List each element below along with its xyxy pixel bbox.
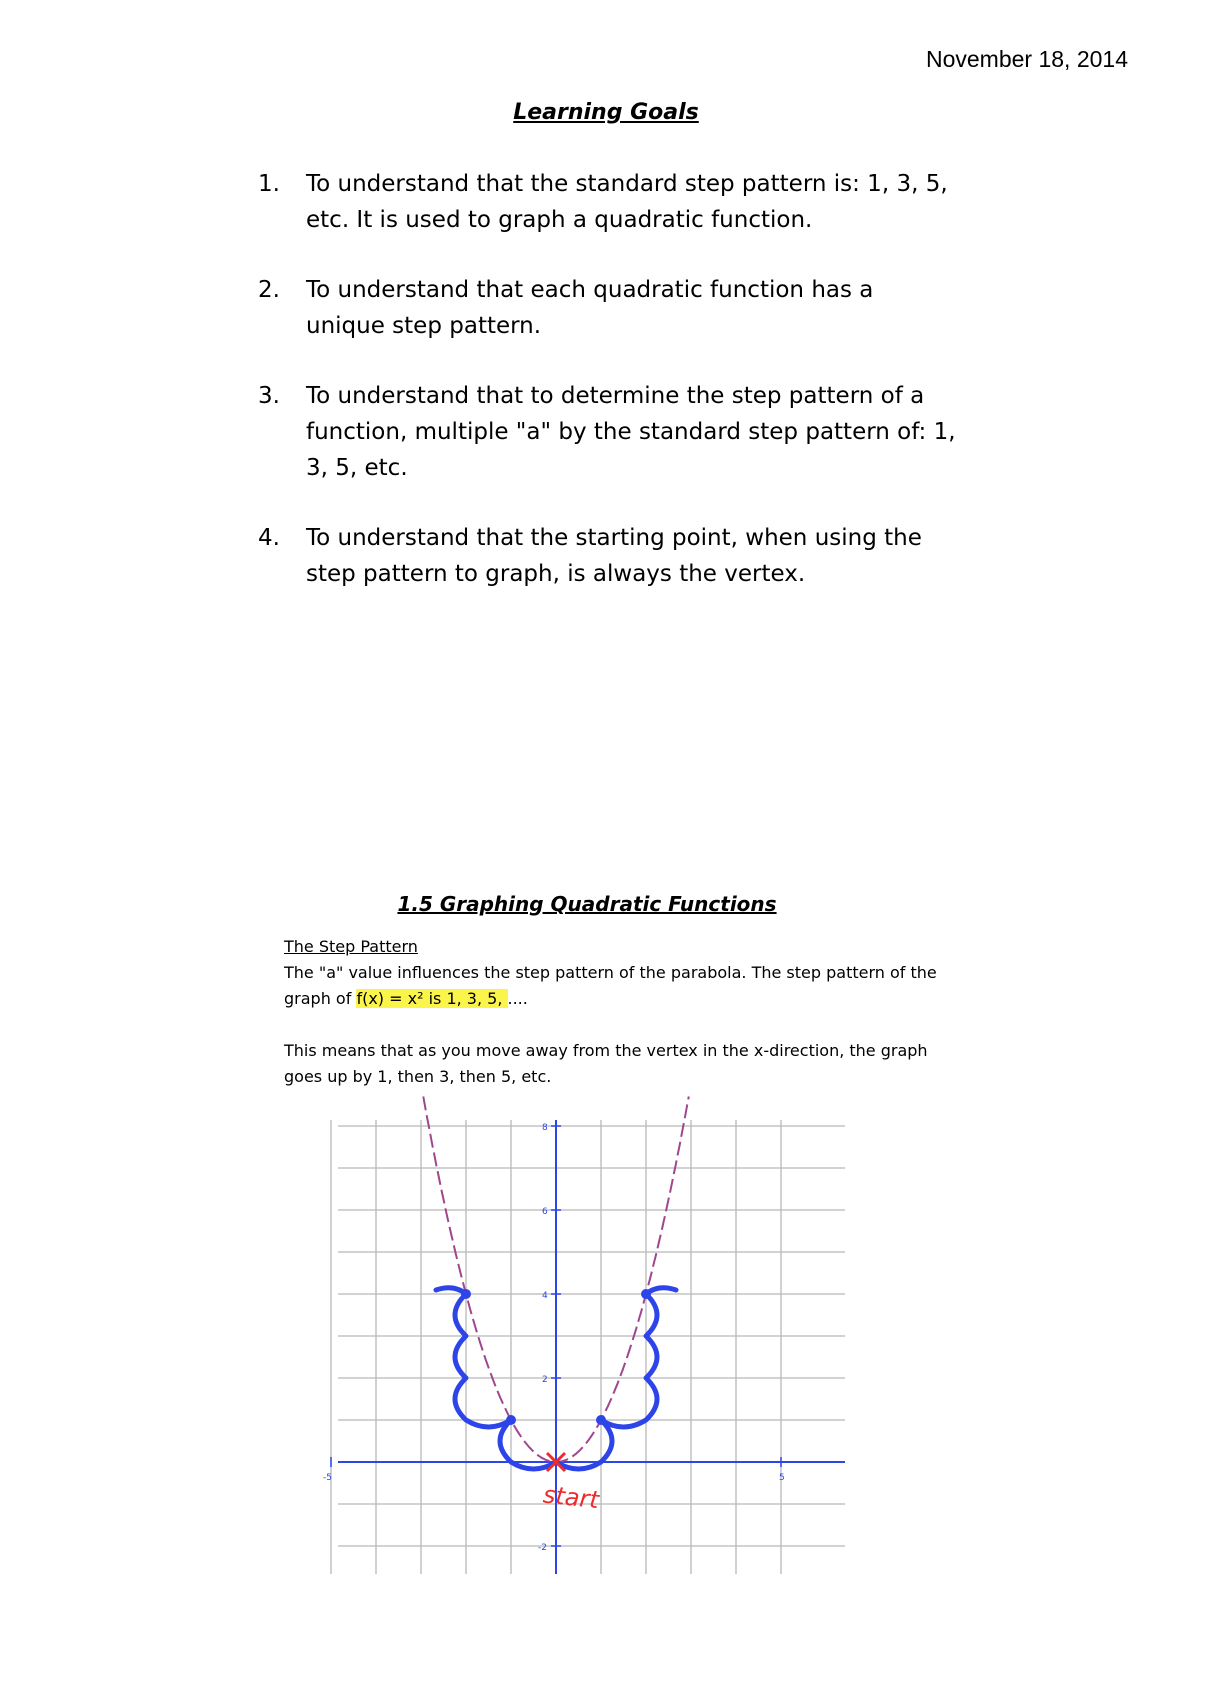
- y-tick-label-8: 8: [542, 1123, 548, 1133]
- learning-goal-1: [258, 166, 958, 238]
- goal-text: To understand that the standard step pattern is: 1, 3, 5, etc. It is used to graph a quadratic function.: [306, 171, 948, 233]
- goal-number: 3.: [258, 383, 280, 409]
- step-pattern-subheading: The Step Pattern: [284, 937, 418, 956]
- learning-goal-3: [258, 378, 958, 486]
- goal-text: To understand that each quadratic function has a unique step pattern.: [306, 277, 874, 339]
- goal-text: To understand that to determine the step pattern of a function, multiple "a" by the standard step pattern of: 1, 3, 5, etc.: [306, 383, 956, 481]
- step-point: [461, 1289, 471, 1299]
- learning-goals-list: [258, 166, 958, 626]
- section-title: 1.5 Graphing Quadratic Functions: [397, 892, 777, 916]
- x-tick-label-5: 5: [779, 1473, 785, 1483]
- y-tick-label-6: 6: [542, 1207, 548, 1217]
- document-date: November 18, 2014: [925, 46, 1128, 72]
- x-tick-label-neg5: -5: [323, 1473, 332, 1483]
- step-point: [506, 1415, 516, 1425]
- step-pattern-para2: This means that as you move away from the vertex in the x-direction, the graph goes up by 1, then 3, then 5, etc.: [284, 1041, 928, 1086]
- learning-goal-4: [258, 520, 958, 592]
- step-point: [641, 1289, 651, 1299]
- step-pattern-para1-start: The "a" value influences the step pattern of the parabola. The step pattern of the graph of: [284, 963, 937, 1008]
- goal-number: 1.: [258, 171, 280, 197]
- learning-goal-2: [258, 272, 958, 344]
- parabola-graph: [323, 1112, 870, 1592]
- learning-goals-title: Learning Goals: [513, 100, 699, 125]
- highlighted-function: f(x) = x² is 1, 3, 5,: [356, 989, 508, 1008]
- step-pattern-text: [284, 934, 944, 1090]
- y-tick-label-neg2: -2: [538, 1543, 547, 1553]
- goal-number: 4.: [258, 525, 280, 551]
- goal-text: To understand that the starting point, when using the step pattern to graph, is always the vertex.: [306, 525, 922, 587]
- y-tick-label-4: 4: [542, 1291, 548, 1301]
- y-tick-label-2: 2: [542, 1375, 548, 1385]
- step-point: [596, 1415, 606, 1425]
- grid-horizontal: [338, 1126, 845, 1546]
- goal-number: 2.: [258, 277, 280, 303]
- step-pattern-para1-end: ....: [507, 989, 528, 1008]
- start-annotation: start: [541, 1480, 601, 1515]
